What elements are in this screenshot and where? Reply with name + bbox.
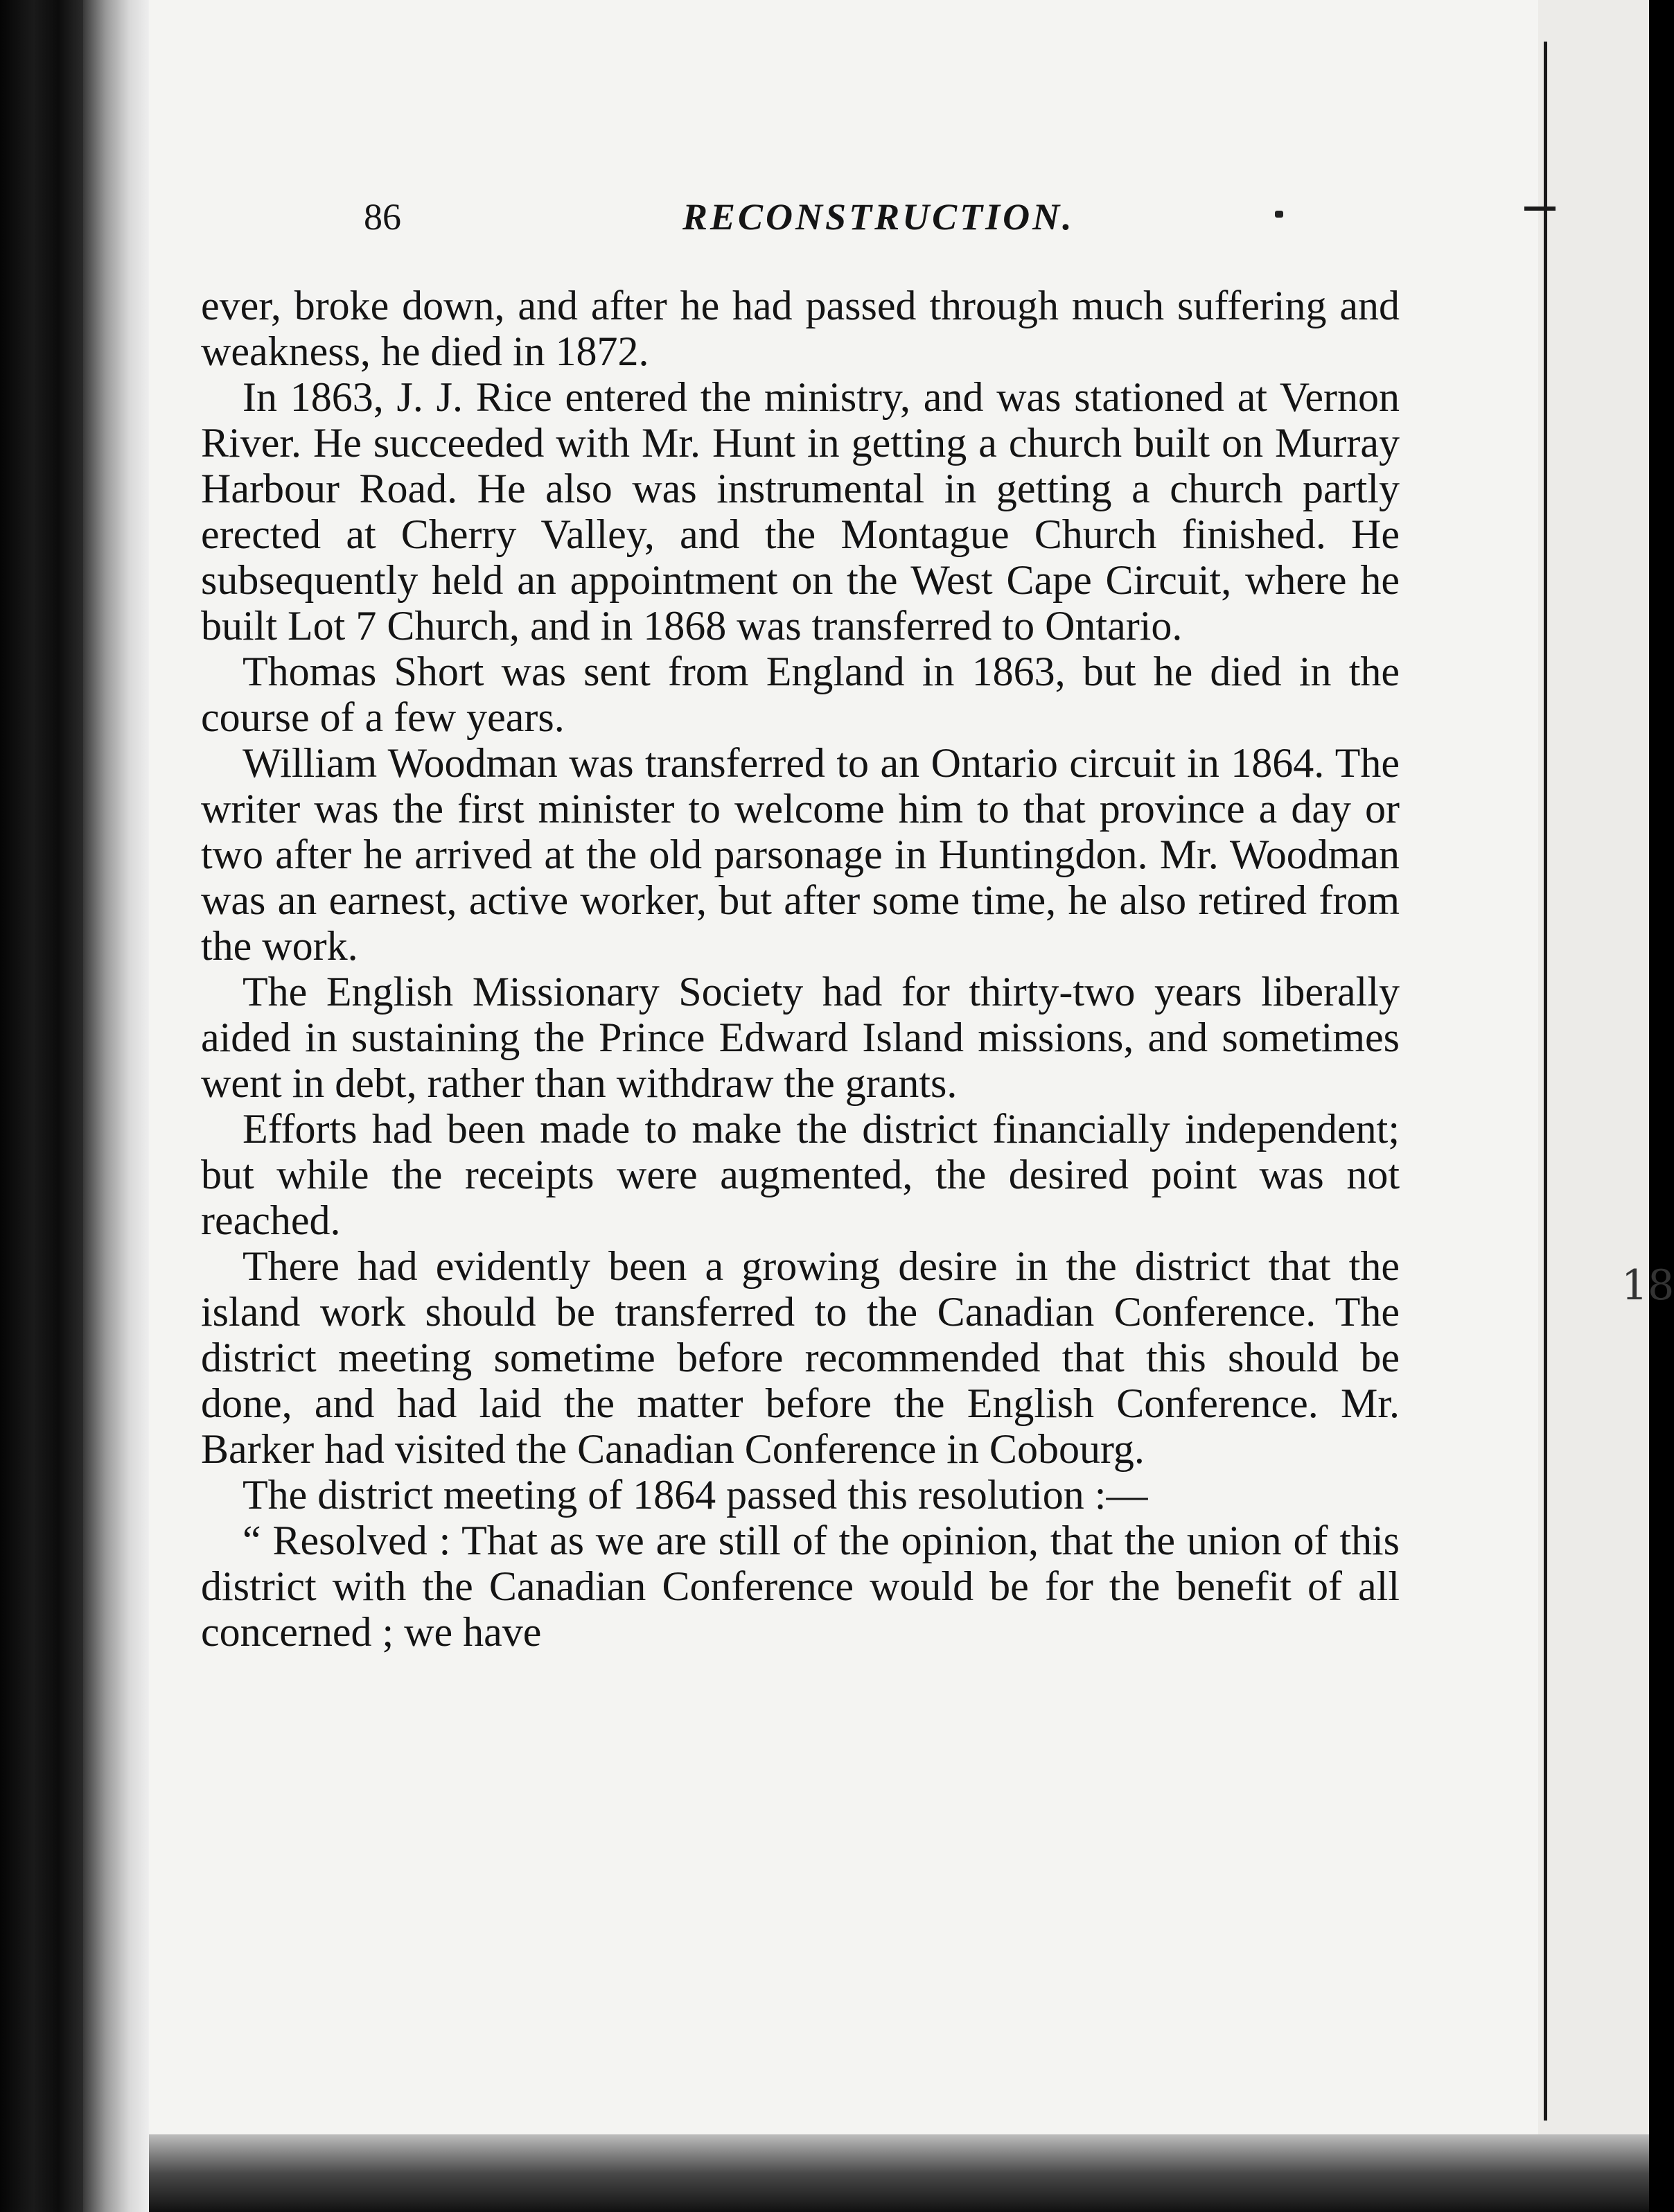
paragraph-2: In 1863, J. J. Rice entered the ministry, and was stationed at Vernon River. He succeeded with Mr. Hunt in getting a church built on Murray Harbour Road. He also was instrumental in getting a church partly erected at Cherry Valley, and the Montague Church finished. He subsequently held an appointment on the West Cape Circuit, where he built Lot 7 Church, and in 1868 was transferred to Ontario. [201,374,1400,649]
paragraph-5: The English Missionary Society had for thirty-two years liberally aided in sustaining the Prince Edward Island missions, and sometimes went in debt, rather than withdraw the grants. [201,969,1400,1106]
page-number: 86 [364,196,401,238]
paragraph-3: Thomas Short was sent from England in 1863, but he died in the course of a few years. [201,649,1400,740]
page-gutter-edge [83,0,149,2212]
running-title: RECONSTRUCTION. [682,196,1075,238]
paragraph-8: The district meeting of 1864 passed this resolution :— [243,1472,1148,1518]
book-binding [0,0,83,2212]
paragraph-6: Efforts had been made to make the district financially independent; but while the receipts were augmented, the desired point was not reached. [201,1106,1400,1243]
adjacent-page-rule [1544,42,1547,2121]
paragraph-4: William Woodman was transferred to an Ontario circuit in 1864. The writer was the first minister to welcome him to that province a day or two after he arrived at the old parsonage in Huntingdon. Mr. Woodman was an earnest, active worker, but after some time, he also retired from the work. [201,740,1400,969]
adjacent-page-tick [1524,207,1556,211]
paragraph-1: ever, broke down, and after he had passed through much suffering and weakness, he died in 1872. [201,283,1400,374]
paragraph-9: “ Resolved : That as we are still of the opinion, that the union of this district with the Canadian Conference would be for the benefit of all concerned ; we have [201,1518,1400,1655]
ink-speck [1275,211,1283,218]
paragraph-7: There had evidently been a growing desire in the district that the island work should be transferred to the Canadian Conference. The district meeting sometime before recommended that this should be done, and had laid the matter before the English Conference. Mr. Barker had visited the Canadian Conference in Cobourg. [201,1243,1400,1472]
margin-mark: 18 [1621,1261,1674,1310]
scan-bottom-edge [149,2134,1649,2212]
running-head [149,195,1538,251]
adjacent-page-edge [1538,0,1674,2212]
body-text [201,283,1400,1655]
